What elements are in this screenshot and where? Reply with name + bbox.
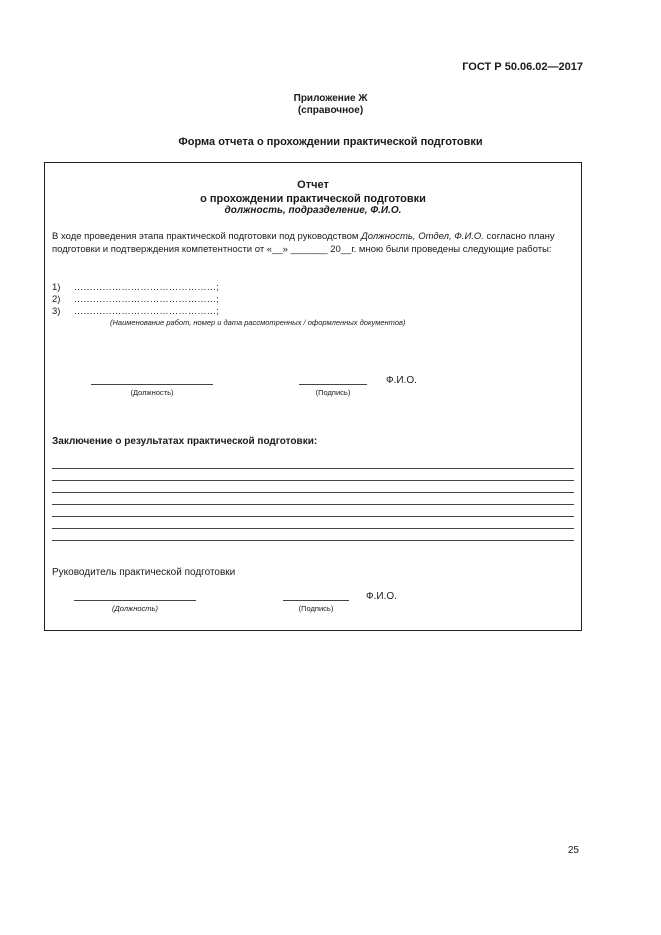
fio-label-1: Ф.И.О. — [386, 375, 417, 386]
works-item-1 — [52, 282, 219, 293]
conclusion-line — [52, 540, 574, 541]
signature-caption-2: (Подпись) — [298, 604, 334, 613]
fio-label-2: Ф.И.О. — [366, 591, 397, 602]
works-item-dots: ………………………………………; — [73, 294, 219, 305]
position-line-2 — [74, 600, 196, 601]
intro-text-1: В ходе проведения этапа практической подготовки под руководством — [52, 231, 362, 242]
conclusion-line — [52, 516, 574, 517]
works-caption: (Наименование работ, номер и дата рассмотренных / оформленных документов) — [110, 318, 406, 327]
works-item-3 — [52, 306, 219, 317]
appendix-subtitle: (справочное) — [297, 105, 364, 116]
report-title: Отчет — [297, 179, 329, 191]
conclusion-line — [52, 492, 574, 493]
works-item-number: 2) — [52, 294, 61, 305]
form-title: Форма отчета о прохождении практической подготовки — [178, 136, 483, 148]
conclusion-line — [52, 504, 574, 505]
intro-text-2: согласно плану — [483, 231, 555, 242]
appendix-title: Приложение Ж — [293, 93, 368, 104]
conclusion-line — [52, 528, 574, 529]
works-item-2 — [52, 294, 219, 305]
standard-code: ГОСТ Р 50.06.02—2017 — [462, 61, 583, 73]
works-item-number: 3) — [52, 306, 61, 317]
conclusion-line — [52, 468, 574, 469]
position-line-1 — [91, 384, 213, 385]
intro-line-2: подготовки и подтверждения компетентности от «__» _______ 20__г. мною были проведены следующие работы: — [52, 244, 552, 255]
page-number: 25 — [567, 845, 579, 856]
signature-line-1 — [299, 384, 367, 385]
signature-line-2 — [283, 600, 349, 601]
position-caption-1: (Должность) — [130, 388, 174, 397]
position-caption-2: (Должность) — [112, 604, 158, 613]
works-item-dots: ………………………………………; — [73, 306, 219, 317]
intro-supervisor: Должность, Отдел, Ф.И.О. — [361, 231, 484, 242]
works-item-dots: ………………………………………; — [73, 282, 219, 293]
works-item-number: 1) — [52, 282, 61, 293]
report-subtitle: о прохождении практической подготовки — [200, 193, 426, 205]
signature-caption-1: (Подпись) — [315, 388, 351, 397]
conclusion-title: Заключение о результатах практической подготовки: — [52, 436, 318, 447]
conclusion-line — [52, 480, 574, 481]
intro-line-1 — [52, 231, 555, 242]
supervisor-label: Руководитель практической подготовки — [52, 567, 236, 578]
report-person-line: должность, подразделение, Ф.И.О. — [224, 205, 402, 216]
